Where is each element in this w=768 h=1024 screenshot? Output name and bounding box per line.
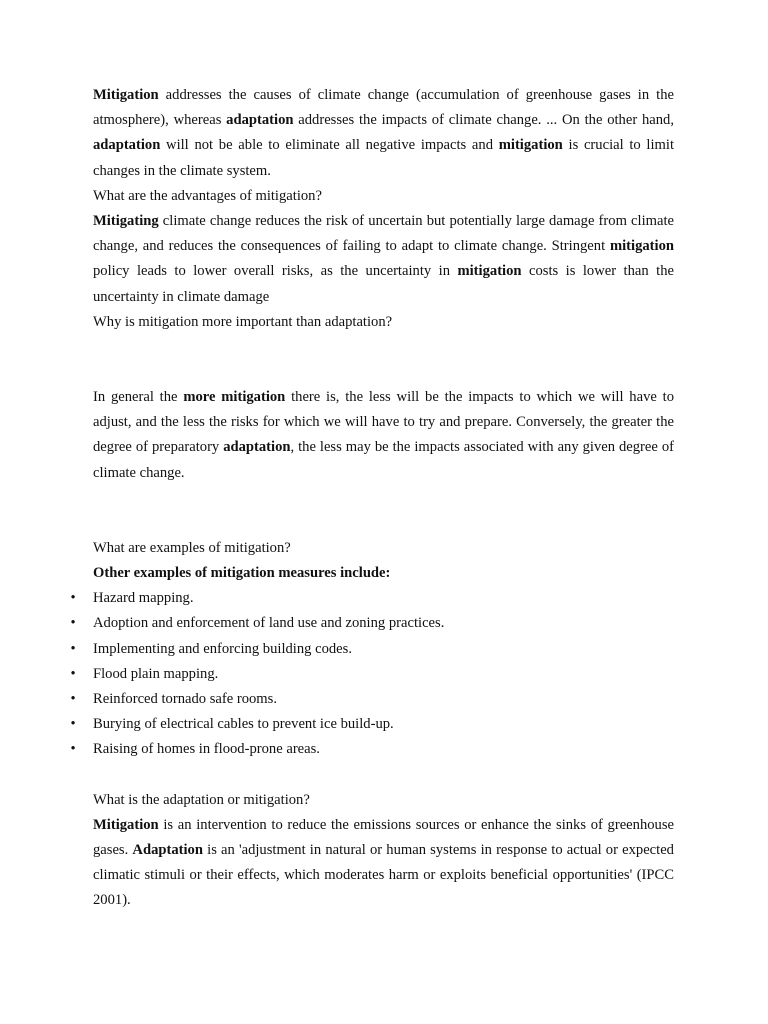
text-run: addresses the impacts of climate change. ... On the other hand, (293, 112, 674, 129)
bold-term: mitigation (457, 263, 522, 280)
bullet-icon: • (70, 716, 76, 733)
text-run: In general the (93, 389, 184, 406)
bold-term: Mitigation (93, 87, 159, 103)
list-item: • Implementing and enforcing building codes. (93, 637, 674, 662)
text-run: , the less may be the impacts associated with any given degree of climate change. (93, 439, 674, 481)
bullet-icon: • (70, 691, 76, 708)
text-run: costs is lower than the uncertainty in climate damage (93, 263, 674, 305)
bullet-icon: • (70, 615, 76, 632)
list-item: • Reinforced tornado safe rooms. (93, 687, 674, 712)
bold-term: mitigation (498, 137, 563, 154)
bold-term: Mitigating (93, 213, 159, 230)
list-item: • Flood plain mapping. (93, 662, 674, 687)
text-run: will not be able to eliminate all negative impacts and (160, 137, 499, 154)
paragraph-definitions (93, 813, 674, 914)
text-run: climate change reduces the risk of uncertain but potentially large damage from climate change, and reduces the consequences of failing to adapt to climate change. Stringent (93, 213, 674, 255)
bullet-icon: • (70, 741, 76, 758)
bold-term: Mitigation (93, 816, 159, 833)
bullet-icon: • (70, 665, 76, 682)
question-advantages: What are the advantages of mitigation? (93, 187, 322, 204)
bullet-icon: • (70, 640, 76, 657)
spacer (93, 335, 674, 385)
spacer (93, 763, 674, 788)
bold-term: adaptation (226, 112, 294, 129)
examples-heading: Other examples of mitigation measures include: (93, 565, 391, 582)
text-run: is an intervention to reduce the emissions sources or enhance the sinks of greenhouse gases. (93, 816, 674, 859)
bold-term: mitigation (609, 238, 674, 255)
document-page (70, 83, 675, 914)
text-run: is crucial to limit changes in the climate system. (93, 137, 675, 179)
paragraph-mitigation-vs-adaptation (93, 83, 674, 184)
bold-term: adaptation (93, 137, 161, 154)
bullet-icon: • (70, 590, 76, 607)
text-run: policy leads to lower overall risks, as the uncertainty in (93, 263, 458, 280)
text-run: there is, the less will be the impacts to which we will have to adjust, and the less the risks for which we will have to try and prepare. Conversely, the greater the degree of preparatory (93, 389, 674, 456)
paragraph-advantages (93, 209, 674, 310)
examples-list (70, 586, 674, 762)
text-run: is an 'adjustment in natural or human systems in response to actual or expected climatic stimuli or their effects, which moderates harm or exploits beneficial opportunities' (IPCC 2001). (93, 842, 674, 909)
list-item: • Burying of electrical cables to prevent ice build-up. (93, 712, 674, 737)
question-importance: Why is mitigation more important than adaptation? (93, 313, 393, 330)
bold-term: Adaptation (132, 842, 203, 859)
bold-term: more mitigation (183, 389, 286, 406)
spacer (93, 486, 674, 536)
list-item: • Adoption and enforcement of land use and zoning practices. (93, 611, 674, 636)
list-item: • Raising of homes in flood-prone areas. (93, 737, 674, 762)
bold-term: adaptation (223, 439, 291, 456)
list-item: • Hazard mapping. (93, 586, 674, 611)
paragraph-importance (93, 385, 674, 486)
question-adaptation-or-mitigation: What is the adaptation or mitigation? (93, 791, 310, 808)
question-examples: What are examples of mitigation? (93, 539, 291, 556)
text-run: addresses the causes of climate change (accumulation of greenhouse gases in the atmosphere), whereas (93, 87, 674, 129)
